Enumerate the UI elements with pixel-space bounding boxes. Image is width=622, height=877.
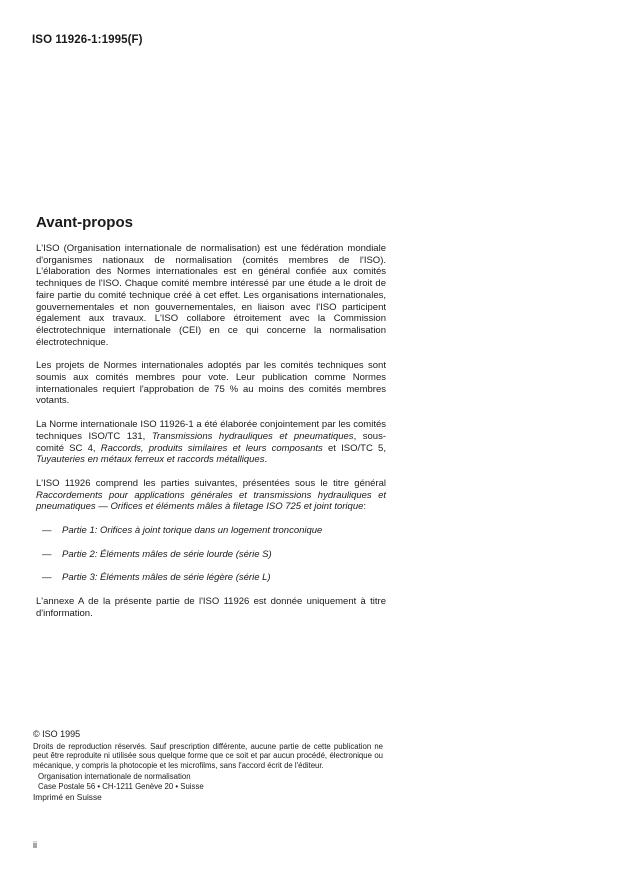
paragraph-parts-intro [36,478,386,513]
part-label: Partie 3: Éléments mâles de série légère (série L) [62,572,271,584]
organisation-name: Organisation internationale de normalisation [38,772,191,782]
list-dash: — [42,525,52,537]
list-dash: — [42,548,52,560]
committees-text-2: , sous-comité SC 4, [36,430,387,454]
committees-text-3: et ISO/TC 5, [322,442,386,454]
part-label: Partie 2: Éléments mâles de série lourde (série S) [62,548,272,560]
page-number: ii [33,840,37,850]
copyright-line: © ISO 1995 [33,729,81,739]
committees-tc131-title: Transmissions hydrauliques et pneumatiques [151,430,354,442]
parts-list [42,525,386,584]
paragraph-iso-organisation: L'ISO (Organisation internationale de normalisation) est une fédération mondiale d'organismes nationaux de normalisation (comités membres de l'ISO). L'élaboration des Normes internationales est en général confiée aux comités techniques de l'ISO. Chaque comité membre intéressé par une étude a le droit de faire partie du comité technique créé à cet effet. Les organisations internationales, gouvernementales et non gouvernementales, en liaison avec l'ISO participent également aux travaux. L'ISO collabore étroitement avec la Commission électrotechnique internationale (CEI) en ce qui concerne la normalisation électrotechnique. [36,243,386,348]
rights-notice: Droits de reproduction réservés. Sauf prescription différente, aucune partie de cette publication ne peut être reproduite ni utilisée sous quelque forme que ce soit et par aucun procédé, électronique ou mécanique, y compris la photocopie et les microfilms, sans l'accord écrit de l'éditeur. [33,741,383,770]
list-item [42,572,386,584]
organisation-address: Case Postale 56 • CH-1211 Genève 20 • Suisse [38,781,204,791]
part-label: Partie 1: Orifices à joint torique dans un logement tronconique [62,525,323,537]
parts-intro-text-2: : [363,501,367,513]
list-item [42,525,386,537]
paragraph-draft-standards: Les projets de Normes internationales adoptés par les comités techniques sont soumis aux comités membres pour vote. Leur publication comme Normes internationales requiert l'approbation de 75 % au moins des comités membres votants. [36,360,386,407]
committees-sc4-title: Raccords, produits similaires et leurs composants [100,442,323,454]
list-item [42,549,386,561]
paragraph-annex: L'annexe A de la présente partie de l'ISO 11926 est donnée uniquement à titre d'information. [36,596,386,619]
parts-intro-text-1: L'ISO 11926 comprend les parties suivantes, présentées sous le titre général [36,477,386,489]
committees-text-1: La Norme internationale ISO 11926-1 a été élaborée conjointement par les comités techniques ISO/TC 131, [36,419,386,442]
paragraph-committees [36,419,386,466]
parts-general-title: Raccordements pour applications générales et transmissions hydrauliques et pneumatiques — Orifices et éléments mâles à filetage ISO 725 et joint torique [36,489,386,513]
copyright-footer [33,730,383,802]
foreword-title: Avant-propos [36,214,133,231]
printed-in: Imprimé en Suisse [33,791,102,802]
committees-text-4: . [264,454,268,466]
document-id: ISO 11926-1:1995(F) [32,34,143,46]
list-dash: — [42,572,52,584]
committees-tc5-title: Tuyauteries en métaux ferreux et raccords métalliques [36,454,265,466]
foreword-section [36,214,386,632]
